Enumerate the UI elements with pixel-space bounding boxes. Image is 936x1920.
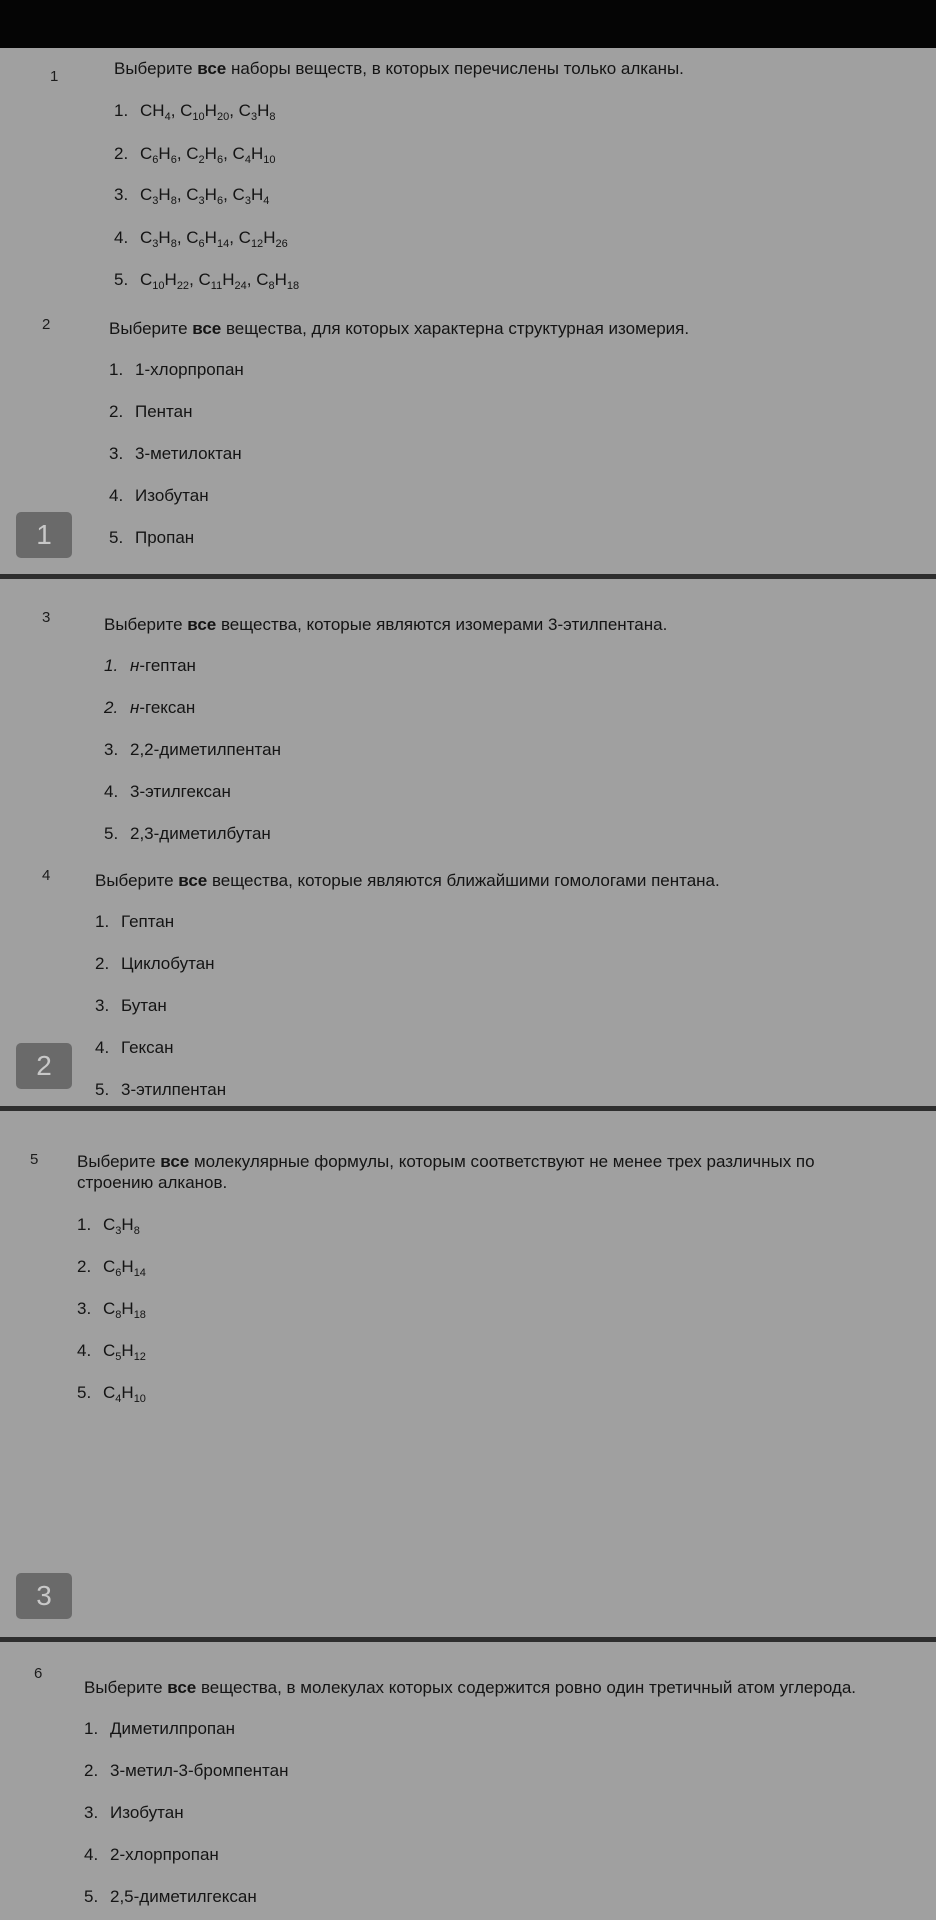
answer-option[interactable]: 2. $C_6H_{14}$	[77, 1257, 146, 1279]
page-4	[0, 1642, 936, 1920]
answer-option[interactable]: 2. Пентан	[109, 402, 193, 421]
answer-option[interactable]: 2. н-гексан	[104, 698, 196, 717]
answer-option[interactable]: 1. $CH_4$, $C_{10}H_{20}$, $C_3H_8$	[114, 101, 276, 123]
page-number-badge: 2	[16, 1043, 72, 1089]
question-text: Выберите все вещества, для которых характерна структурная изомерия.	[109, 319, 690, 338]
answer-option[interactable]: 3. $C_3H_8$, $C_3H_6$, $C_3H_4$	[114, 185, 270, 207]
question-number: 6	[34, 1665, 43, 1682]
question-text: Выберите все вещества, которые являются изомерами 3-этилпентана.	[104, 615, 668, 634]
answer-option[interactable]: 1. $C_3H_8$	[77, 1215, 140, 1237]
question-number: 1	[50, 68, 59, 85]
answer-option[interactable]: 5. 2,5-диметилгексан	[84, 1887, 257, 1906]
answer-option[interactable]: 5. $C_4H_{10}$	[77, 1383, 146, 1405]
answer-option[interactable]: 2. 3-метил-3-бромпентан	[84, 1761, 289, 1780]
answer-option[interactable]: 4. $C_3H_8$, $C_6H_{14}$, $C_{12}H_{26}$	[114, 228, 288, 250]
question-number: 5	[30, 1151, 39, 1168]
answer-option[interactable]: 4. 2-хлорпропан	[84, 1845, 219, 1864]
formula: $C_6H_{14}$	[103, 1257, 146, 1279]
question-number: 3	[42, 609, 51, 626]
page-number-badge: 1	[16, 512, 72, 558]
question-text: Выберите все наборы веществ, в которых перечислены только алканы.	[114, 59, 684, 78]
formula: $C_6H_6$, $C_2H_6$, $C_4H_{10}$	[140, 144, 276, 166]
answer-option[interactable]: 3. 3-метилоктан	[109, 444, 242, 463]
answer-option[interactable]: 4. 3-этилгексан	[104, 782, 231, 801]
formula: $C_5H_{12}$	[103, 1341, 146, 1363]
answer-option[interactable]: 5. $C_{10}H_{22}$, $C_{11}H_{24}$, $C_8H_{18}$	[114, 270, 300, 292]
answer-option[interactable]: 2. $C_6H_6$, $C_2H_6$, $C_4H_{10}$	[114, 144, 276, 166]
answer-option[interactable]: 1. 1-хлорпропан	[109, 360, 244, 379]
formula: $C_{10}H_{22}$, $C_{11}H_{24}$, $C_8H_{18}$	[140, 270, 300, 292]
answer-option[interactable]: 3. Бутан	[95, 996, 167, 1015]
answer-option[interactable]: 5. 3-этилпентан	[95, 1080, 227, 1099]
formula: $C_3H_8$, $C_3H_6$, $C_3H_4$	[140, 185, 270, 207]
emphasis: все	[160, 1152, 190, 1171]
question-text: Выберите все вещества, в молекулах которых содержится ровно один третичный атом углерода.	[84, 1678, 857, 1697]
answer-option[interactable]: 3. $C_8H_{18}$	[77, 1299, 146, 1321]
emphasis: все	[178, 871, 208, 890]
answer-option[interactable]: 2. Циклобутан	[95, 954, 215, 973]
answer-option[interactable]: 4. Изобутан	[109, 486, 209, 505]
formula: $C_3H_8$, $C_6H_{14}$, $C_{12}H_{26}$	[140, 228, 288, 250]
page-number-badge: 3	[16, 1573, 72, 1619]
formula: $C_3H_8$	[103, 1215, 140, 1237]
answer-option[interactable]: 1. Гептан	[95, 912, 175, 931]
answer-option[interactable]: 3. 2,2-диметилпентан	[104, 740, 281, 759]
page-3	[0, 1111, 936, 1637]
answer-option[interactable]: 3. Изобутан	[84, 1803, 184, 1822]
formula: $C_8H_{18}$	[103, 1299, 146, 1321]
page-2	[0, 579, 936, 1106]
emphasis: все	[187, 615, 217, 634]
question-text: Выберите все вещества, которые являются ближайшими гомологами пентана.	[95, 871, 720, 890]
question-text: Выберите все молекулярные формулы, которым соответствуют не менее трех различных по строению алканов.	[77, 1152, 815, 1192]
formula: $CH_4$, $C_{10}H_{20}$, $C_3H_8$	[140, 101, 276, 123]
answer-option[interactable]: 5. Пропан	[109, 528, 195, 547]
page-1	[0, 48, 936, 575]
answer-option[interactable]: 4. $C_5H_{12}$	[77, 1341, 146, 1363]
answer-option[interactable]: 1. Диметилпропан	[84, 1719, 235, 1738]
formula: $C_4H_{10}$	[103, 1383, 146, 1405]
emphasis: все	[167, 1678, 197, 1697]
emphasis: все	[192, 319, 222, 338]
answer-option[interactable]: 5. 2,3-диметилбутан	[104, 824, 271, 843]
answer-option[interactable]: 4. Гексан	[95, 1038, 174, 1057]
question-number: 4	[42, 867, 51, 884]
question-number: 2	[42, 316, 51, 333]
emphasis: все	[197, 59, 227, 78]
answer-option[interactable]: 1. н-гептан	[104, 656, 196, 675]
top-bar	[0, 0, 936, 48]
